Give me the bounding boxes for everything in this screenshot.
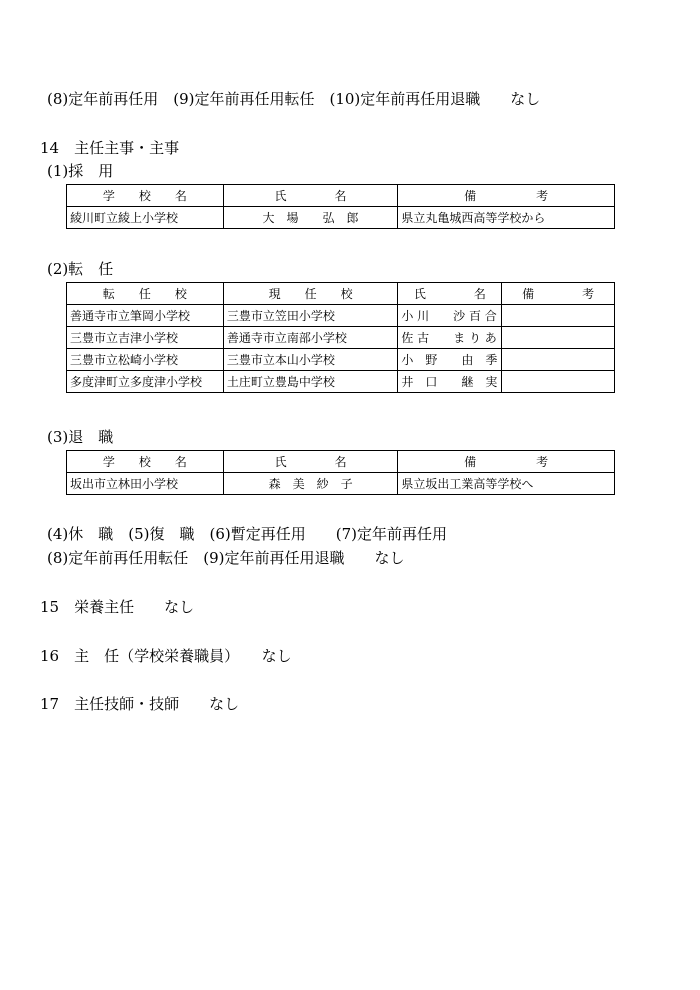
sec14-title: 14 主任主事・主事: [40, 139, 180, 157]
hire-header-remarks: 備 考: [398, 185, 615, 207]
hire-header-name: 氏 名: [223, 185, 398, 207]
transfer-cell: 善通寺市立南部小学校: [223, 327, 398, 349]
sec16-line: 16 主 任（学校栄養職員） なし: [40, 647, 292, 665]
table-row: [67, 349, 615, 371]
table-row: [67, 305, 615, 327]
transfer-cell-name: 小 野 由 季: [398, 349, 502, 371]
sec13-tail-line: (8)定年前再任用 (9)定年前再任用転任 (10)定年前再任用退職 なし: [47, 90, 541, 108]
retire-header-name: 氏 名: [223, 451, 398, 473]
transfer-header-new-school: 転 任 校: [67, 283, 224, 305]
hire-cell-name: 大 場 弘 郎: [223, 207, 398, 229]
retire-cell-remarks: 県立坂出工業高等学校へ: [398, 473, 615, 495]
table-row: [67, 371, 615, 393]
retire-table: [66, 450, 615, 495]
hire-header-school: 学 校 名: [67, 185, 224, 207]
transfer-header-name: 氏 名: [398, 283, 502, 305]
sec17-line: 17 主任技師・技師 なし: [40, 695, 240, 713]
transfer-cell-remarks: [502, 349, 615, 371]
transfer-cell: 三豊市立本山小学校: [223, 349, 398, 371]
hire-cell-remarks: 県立丸亀城西高等学校から: [398, 207, 615, 229]
transfer-cell-name: 佐 古 ま り あ: [398, 327, 502, 349]
transfer-header-current-school: 現 任 校: [223, 283, 398, 305]
transfer-cell-name: 井 口 継 実: [398, 371, 502, 393]
transfer-header-remarks: 備 考: [502, 283, 615, 305]
transfer-cell-remarks: [502, 305, 615, 327]
transfer-table: [66, 282, 615, 393]
transfer-cell: 土庄町立豊島中学校: [223, 371, 398, 393]
retire-label: (3)退 職: [47, 428, 114, 446]
sec15-line: 15 栄養主任 なし: [40, 598, 195, 616]
hire-cell-school: 綾川町立綾上小学校: [67, 207, 224, 229]
other-items-line-1: (4)休 職 (5)復 職 (6)暫定再任用 (7)定年前再任用: [47, 525, 447, 543]
table-row: [67, 327, 615, 349]
table-header-row: [67, 283, 615, 305]
transfer-cell: 善通寺市立筆岡小学校: [67, 305, 224, 327]
transfer-label: (2)転 任: [47, 260, 114, 278]
table-header-row: [67, 185, 615, 207]
other-items-line-2: (8)定年前再任用転任 (9)定年前再任用退職 なし: [47, 549, 405, 567]
table-row: [67, 207, 615, 229]
transfer-cell: 三豊市立笠田小学校: [223, 305, 398, 327]
hire-label: (1)採 用: [47, 162, 114, 180]
transfer-cell-name: 小 川 沙 百 合: [398, 305, 502, 327]
hire-table: [66, 184, 615, 229]
retire-cell-name: 森 美 紗 子: [223, 473, 398, 495]
retire-cell-school: 坂出市立林田小学校: [67, 473, 224, 495]
retire-header-remarks: 備 考: [398, 451, 615, 473]
table-row: [67, 473, 615, 495]
transfer-cell-remarks: [502, 371, 615, 393]
retire-header-school: 学 校 名: [67, 451, 224, 473]
transfer-cell: 三豊市立松崎小学校: [67, 349, 224, 371]
transfer-cell: 多度津町立多度津小学校: [67, 371, 224, 393]
transfer-cell-remarks: [502, 327, 615, 349]
table-header-row: [67, 451, 615, 473]
transfer-cell: 三豊市立吉津小学校: [67, 327, 224, 349]
